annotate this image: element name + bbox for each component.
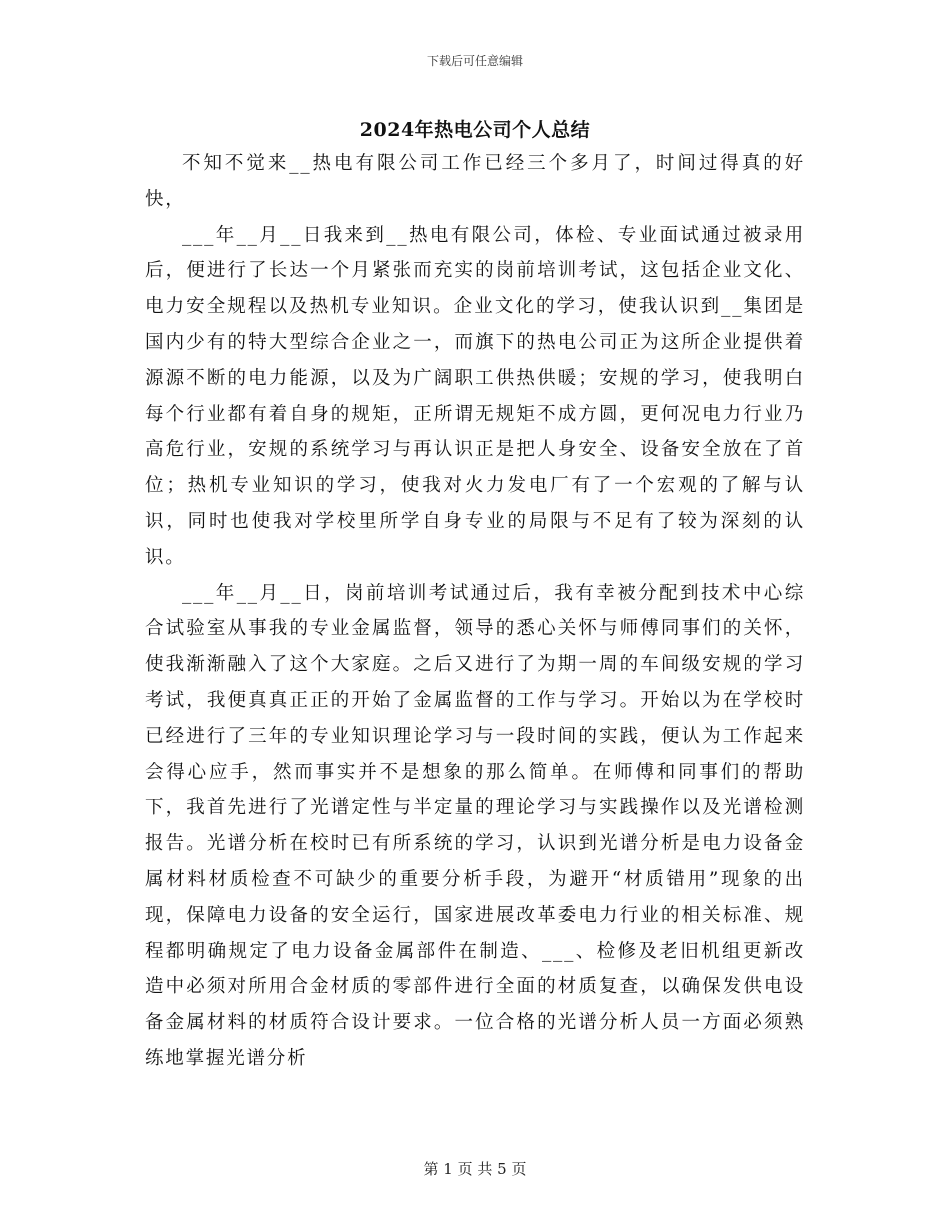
page-header-note: 下载后可任意编辑: [426, 54, 523, 68]
paragraph-2: ___年__月__日我来到__热电有限公司，体检、专业面试通过被录用后，便进行了长达一个月紧张而充实的岗前培训考试，这包括企业文化、电力安全规程以及热机专业知识。企业文化的学习，使我认识到__集团是国内少有的特大型综合企业之一，而旗下的热电公司正为这所企业提供着源源不断的电力能源，以及为广阔职工供热供暖；安规的学习，使我明白每个行业都有着自身的规矩，正所谓无规矩不成方圆，更何况电力行业乃高危行业，安规的系统学习与再认识正是把人身安全、设备安全放在了首位；热机专业知识的学习，使我对火力发电厂有了一个宏观的了解与认识，同时也使我对学校里所学自身专业的局限与不足有了较为深刻的认识。: [145, 224, 805, 568]
page-number: 第 1 页 共 5 页: [423, 1160, 527, 1178]
paragraph-3: ___年__月__日，岗前培训考试通过后，我有幸被分配到技术中心综合试验室从事我的专业金属监督，领导的悉心关怀与师傅同事们的关怀，使我渐渐融入了这个大家庭。之后又进行了为期一周的车间级安规的学习考试，我便真真正正的开始了金属监督的工作与学习。开始以为在学校时已经进行了三年的专业知识理论学习与一段时间的实践，便认为工作起来会得心应手，然而事实并不是想象的那么简单。在师傅和同事们的帮助下，我首先进行了光谱定性与半定量的理论学习与实践操作以及光谱检测报告。光谱分析在校时已有所系统的学习，认识到光谱分析是电力设备金属材料材质检查不可缺少的重要分析手段，为避开“材质错用”现象的出现，保障电力设备的安全运行，国家进展改革委电力行业的相关标准、规程都明确规定了电力设备金属部件在制造、___、检修及老旧机组更新改造中必须对所用合金材质的零部件进行全面的材质复查，以确保发供电设备金属材料的材质符合设计要求。一位合格的光谱分析人员一方面必须熟练地掌握光谱分析: [145, 582, 805, 1069]
document-title: 2024年热电公司个人总结: [359, 119, 591, 141]
paragraph-1: 不知不觉来__热电有限公司工作已经三个多月了，时间过得真的好快，: [145, 153, 805, 210]
document-body: [145, 146, 805, 1077]
